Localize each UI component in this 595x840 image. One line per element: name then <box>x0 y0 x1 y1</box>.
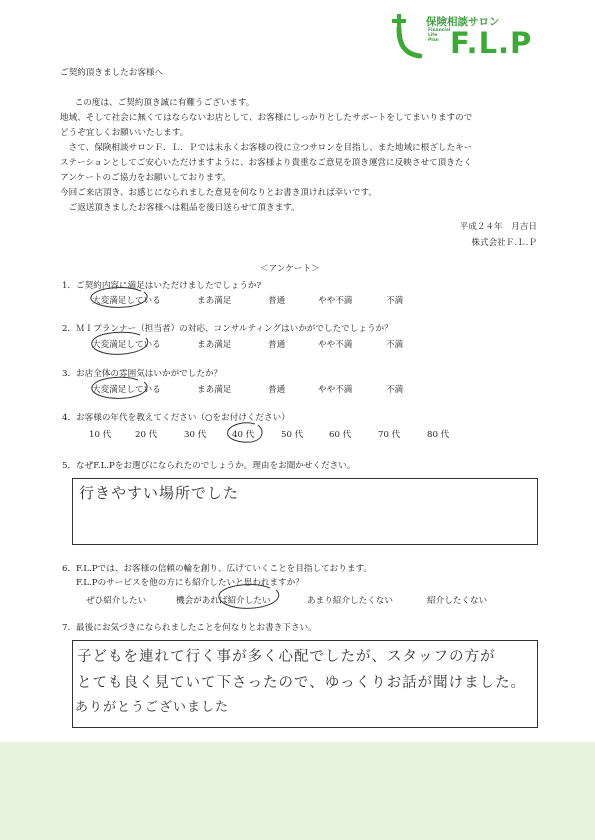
q3-question: 3．お店全体の雰囲気はいかがでしたか？ <box>62 369 223 379</box>
survey-heading: ＜アンケート＞ <box>260 264 320 274</box>
q1-option[interactable]: 普通 <box>268 296 286 306</box>
q3-option[interactable]: 不満 <box>386 385 404 395</box>
q7-answer-box[interactable] <box>72 640 538 728</box>
q6-circle-mark <box>214 582 288 612</box>
q4-circle-mark <box>225 421 267 445</box>
q4-options <box>0 428 595 442</box>
letter-line: どうぞ宜しくお願いいたします。 <box>60 128 189 138</box>
q2-option[interactable]: まあ満足 <box>197 340 232 350</box>
q6-option[interactable]: あまり紹介したくない <box>307 596 393 606</box>
tagline-plan: Plan <box>428 37 439 43</box>
letter-line: アンケートのご協力をお願いしております。 <box>60 173 231 183</box>
q3-option[interactable]: 普通 <box>268 385 286 395</box>
q4-option[interactable]: 50 代 <box>281 430 304 440</box>
tagline-financial: Financial <box>428 28 451 33</box>
q7-question: 7．最後にお気づきになられましたことを何なりとお書き下さい。 <box>62 623 317 633</box>
footer-band <box>0 742 595 840</box>
q1-question: 1．ご契約内容に満足はいただけましたでしょうか? <box>62 281 262 291</box>
flp-logo <box>390 12 550 62</box>
q1-option[interactable]: やや不満 <box>318 296 353 306</box>
letter-line: 地域、そして社会に無くてはならないお店として、お客様にしっかりとしたサポートをしてまいりますので <box>60 113 473 123</box>
q3-circle-mark <box>86 374 156 402</box>
letter-line: ステーションとしてご安心いただけますように、お客様より貴重なご意見を頂き運営に反映させて頂きたく <box>60 158 472 168</box>
letter-line: 今回ご来店頂き、お感じになられました意見を何なりとお書き頂ければ幸いです。 <box>60 188 377 198</box>
q1-option[interactable]: 不満 <box>386 296 404 306</box>
q5-answer-box[interactable] <box>72 478 538 545</box>
q3-option[interactable]: 大変満足している <box>92 385 161 395</box>
q4-option[interactable]: 60 代 <box>329 430 352 440</box>
q1-option[interactable]: 大変満足している <box>92 296 161 306</box>
q6-question-line1: 6．F.L.Pでは、お客様の信頼の輪を創り、広げていくことを目指しております。 <box>62 564 372 574</box>
q6-option[interactable]: 紹介したくない <box>427 596 488 606</box>
q2-option[interactable]: やや不満 <box>318 340 353 350</box>
q2-circle-mark <box>86 330 156 358</box>
q1-option[interactable]: まあ満足 <box>197 296 232 306</box>
q4-option[interactable]: 30 代 <box>184 430 207 440</box>
q4-question: 4．お客様の年代を教えてください（○をお付けください） <box>62 413 290 423</box>
q4-option[interactable]: 10 代 <box>89 430 112 440</box>
logo-swoosh-icon <box>396 26 422 60</box>
q7-handwritten-line: 子どもを連れて行く事が多く心配でしたが、スタッフの方が <box>77 649 496 665</box>
letter-line: さて、保険相談サロンＦ．Ｌ．Ｐでは末永くお客様の役に立つサロンを目指し、また地域に根ざしたキー <box>60 143 473 153</box>
q6-option[interactable]: ぜひ紹介したい <box>86 596 147 606</box>
q2-option[interactable]: 普通 <box>268 340 286 350</box>
q4-option[interactable]: 70 代 <box>378 430 401 440</box>
brand-mark: F.L.P <box>450 26 533 60</box>
q4-option[interactable]: 40 代 <box>232 430 255 440</box>
q3-option[interactable]: やや不満 <box>318 385 353 395</box>
letter-body <box>60 97 472 214</box>
company-name: 保険相談サロン <box>426 16 500 28</box>
q6-question-line2: F.L.Pのサービスを他の方にも紹介したいと思われますか？ <box>76 578 304 588</box>
q5-question: 5．なぜF.L.Pをお選びになられたのでしょうか。理由をお聞かせください。 <box>62 461 356 471</box>
q3-option[interactable]: まあ満足 <box>197 385 232 395</box>
q6-option[interactable]: 機会があれば紹介したい <box>176 596 271 606</box>
q2-option[interactable]: 不満 <box>386 340 404 350</box>
q5-handwritten-answer: 行きやすい場所でした <box>79 484 240 502</box>
q7-handwritten-line: ありがとうございました <box>75 700 230 715</box>
q2-option[interactable]: 大変満足している <box>92 340 161 350</box>
q2-question: 2．ＭＩプランナー（担当者）の対応、コンサルティングはいかがでしたでしょうか？ <box>62 324 393 334</box>
letter-line: この度は、ご契約頂き誠に有難うございます。 <box>66 98 255 108</box>
letter-date: 平成２４年 月吉日 <box>459 222 537 232</box>
q1-circle-mark <box>86 285 156 311</box>
q6-options <box>0 594 595 608</box>
q4-option[interactable]: 20 代 <box>135 430 158 440</box>
q7-handwritten-line: とても良く見ていて下さったので、ゆっくりお話が聞けました。 <box>77 675 527 691</box>
q4-option[interactable]: 80 代 <box>427 430 450 440</box>
tagline-life: Life <box>428 32 438 38</box>
letter-line: ご返送頂きましたお客様へは粗品を後日送らせて頂きます。 <box>60 203 300 213</box>
letter-sender: 株式会社Ｆ.Ｌ.Ｐ <box>471 238 537 248</box>
letter-greeting: ご契約頂きましたお客様へ <box>60 68 164 78</box>
